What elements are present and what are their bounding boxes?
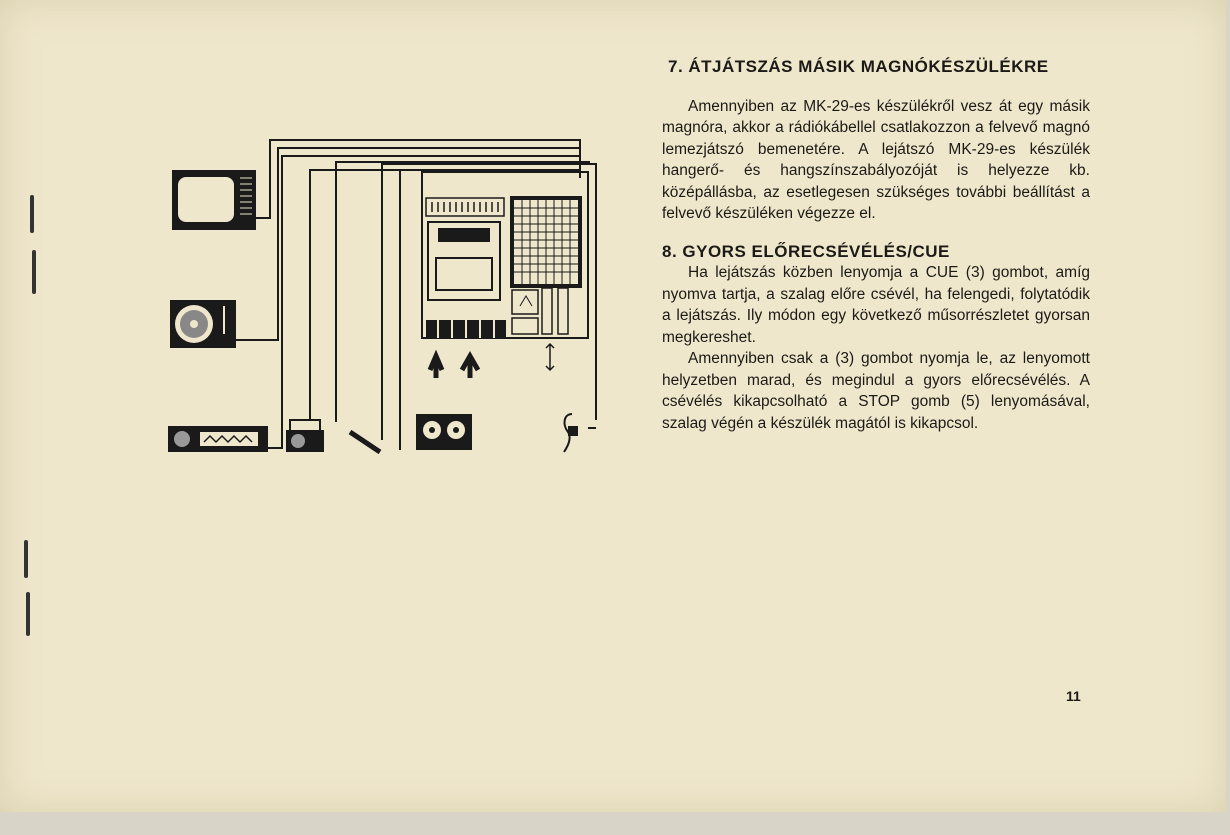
earphone-icon	[564, 414, 578, 452]
binding-mark	[24, 540, 28, 578]
section-7-body: Amennyiben az MK-29-es készülékről vesz át egy másik magnóra, akkor a rádiókábellel csatlakozzon a felvevő magnó lemezjátszó bemenetére. A lejátszó MK-29-es készülék hangerő- és hangszínszabályozóját is helyezze kb. középállásba, az esetlegesen szükséges további beállítást a felvevő készüléken végezze el.	[662, 97, 1090, 222]
text-column	[662, 56, 1090, 434]
turntable-icon	[170, 300, 236, 348]
binding-mark	[32, 250, 36, 294]
microphone-icon	[350, 432, 380, 452]
page-number: 11	[1066, 688, 1081, 704]
connection-diagram	[160, 130, 620, 470]
section-8-paragraph-1: Ha lejátszás közben lenyomja a CUE (3) gombot, amíg nyomva tartja, a szalag előre csévél, ha felengedi, folytatódik a lejátszás. Ily módon egy következő műsorrészletet gyorsan megkereshet.	[662, 264, 1090, 346]
tape-recorder-icon	[416, 414, 472, 450]
section-7-heading: 7. ÁTJÁTSZÁS MÁSIK MAGNÓKÉSZÜLÉKRE	[668, 57, 1049, 76]
portable-radio-icon	[286, 420, 324, 452]
section-8-paragraph-2: Amennyiben csak a (3) gombot nyomja le, az lenyomott helyzetben marad, és megindul a gyors előrecsévélés. A csévélés kikapcsolható a STOP gomb (5) lenyomásával, szalag végén a készülék magától is kikapcsol.	[662, 350, 1090, 432]
binding-mark	[26, 592, 30, 636]
television-icon	[172, 170, 256, 230]
radio-receiver-icon	[168, 426, 268, 452]
cassette-recorder-icon	[422, 172, 588, 378]
binding-mark	[30, 195, 34, 233]
section-8-heading: 8. GYORS ELŐRECSÉVÉLÉS/CUE	[662, 241, 950, 261]
